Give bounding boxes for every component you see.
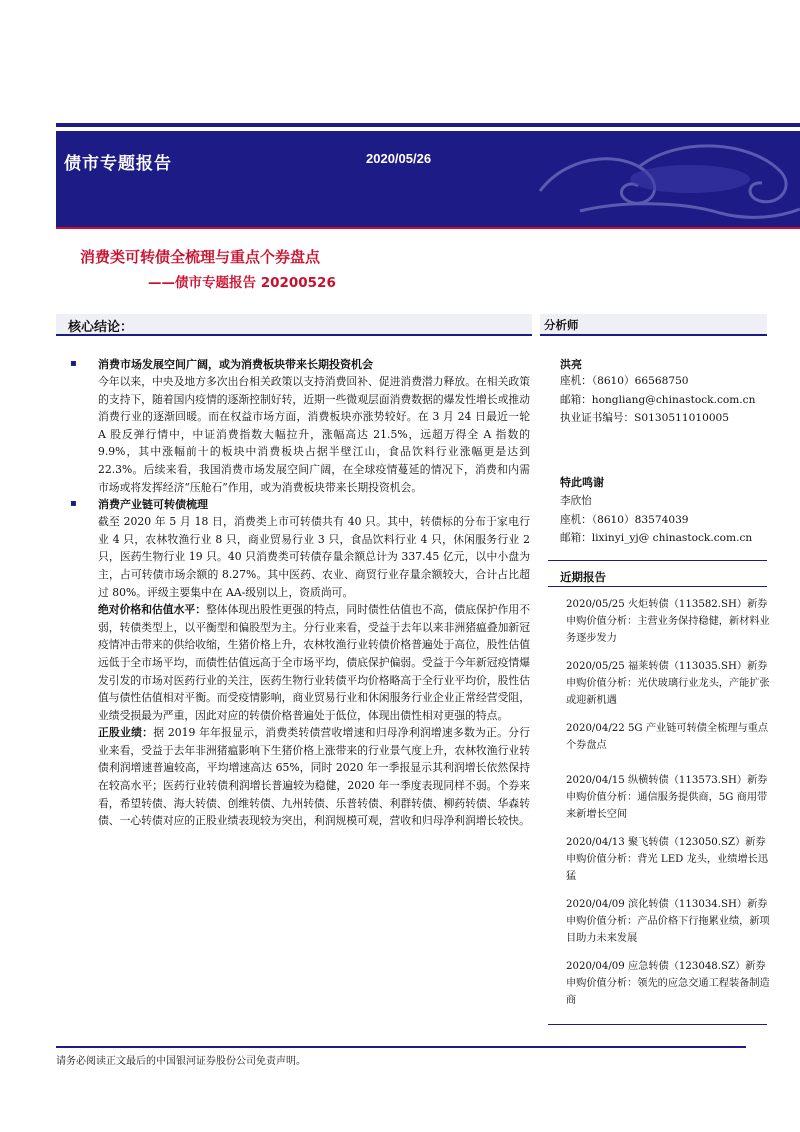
recent-label: 近期报告 xyxy=(560,570,606,584)
recent-top-rule xyxy=(548,560,767,561)
report-type: 债市专题报告 xyxy=(64,154,172,174)
section-heading: 消费产业链可转债梳理 xyxy=(98,498,208,512)
recent-reports-list xyxy=(566,596,772,1008)
analyst-section-bar xyxy=(540,314,767,336)
valuation-head: 绝对价格和估值水平： xyxy=(98,603,206,617)
assistant-phone: 座机：（8610）83574039 xyxy=(560,513,689,526)
section-body: 今年以来，中央及地方多次出台相关政策以支持消费回补、促进消费潜力释放。在相关政策的支持下，随着国内疫情的逐渐控制好转，近期一些微观层面消费数据的爆发性增长或推动消费行业的逐渐回暖。而在权益市场方面，消费板块亦涨势较好。在 3 月 24 日最近一轮 A 股反弹行情中，中证消费指数大幅拉升，涨幅高达 21.5%，远超万得全 A 指数的 9.9%，其中涨幅前十的板块中消费板块占据半壁江山，食品饮料行业涨幅更是达到 22.3%。后续来看，我国消费市场发展空间广阔，在全球疫情蔓延的情况下，消费和内需市场或将发挥经济“压舱石”作用，或为消费板块带来长期投资机会。 xyxy=(98,375,530,494)
section-consumption-market xyxy=(70,356,530,496)
recent-report-item[interactable]: 2020/05/25 福莱转债（113035.SH）新券申购价值分析：光伏玻璃行业龙头，产能扩张或迎新机遇 xyxy=(566,661,770,706)
recent-report-item[interactable]: 2020/04/13 聚飞转债（123050.SZ）新券申购价值分析：背光 LED 龙头，业绩增长迅猛 xyxy=(566,837,769,882)
header-top-rule xyxy=(56,123,800,127)
cloud-swirl-icon xyxy=(520,131,800,227)
analyst-card xyxy=(560,356,770,428)
valuation-paragraph xyxy=(98,601,530,724)
recent-bottom-rule xyxy=(548,586,767,587)
recent-report-item[interactable]: 2020/05/25 火炬转债（113582.SH）新券申购价值分析：主营业务保持稳健，新材料业务逐步发力 xyxy=(566,599,770,644)
footer-disclaimer: 请务必阅读正文最后的中国银河证券股份公司免责声明。 xyxy=(56,1056,306,1067)
analyst-name: 洪亮 xyxy=(560,358,582,371)
core-content xyxy=(70,356,530,830)
page-title: 消费类可转债全梳理与重点个券盘点 xyxy=(80,248,321,266)
report-date: 2020/05/26 xyxy=(366,151,432,166)
analyst-label: 分析师 xyxy=(544,318,579,332)
core-section-bar xyxy=(56,314,532,336)
assistant-name: 李欣怡 xyxy=(560,495,592,507)
earnings-body: 据 2019 年年报显示，消费类转债营收增速和归母净利润增速多数为正。分行业来看，受益于去年非洲猪瘟影响下生猪价格上涨带来的行业景气度上升，农林牧渔行业转债利润增速普遍较高，平均增速高达 65%，同时 2020 年一季报显示其利润增长依然保持在较高水平；医药行业转债利润增长普遍较为稳健，2020 年一季度表现同样不弱。个券来看，希望转债、海大转债、创维转债、九州转债、乐普转债、利群转债、柳药转债、华森转债、一心转债对应的正股业绩表现较为突出，利润规模可观，营收和归母净利润增长较快。 xyxy=(98,726,531,828)
valuation-body: 整体体现出股性更强的特点，同时债性估值也不高，债底保护作用不弱，转债类型上，以平衡型和偏股型为主。分行业来看，受益于去年以来非洲猪瘟叠加新冠疫情冲击带来的供给收缩，生猪价格上升，农林牧渔行业转债价格普遍处于高位，股性估值远低于全市场平均，而债性估值远高于全市场平均，债底保护偏弱。受益于今年新冠疫情爆发引发的市场对医药行业的关注，医药生物行业转债平均价格略高于全行业平均价，股性估值与债性估值相对平衡。而受疫情影响，商业贸易行业和休闲服务行业企业正常经营受阻，业绩受损最为严重，因此对应的转债价格普遍处于低位，体现出债性相对更强的特点。 xyxy=(98,603,530,722)
analyst-email[interactable]: 邮箱：hongliang@chinastock.com.cn xyxy=(560,393,756,406)
recent-report-item[interactable]: 2020/04/22 5G 产业链可转债全梳理与重点个券盘点 xyxy=(566,723,769,751)
thanks-label: 特此鸣谢 xyxy=(560,476,604,489)
section-body: 截至 2020 年 5 月 18 日，消费类上市可转债共有 40 只。其中，转债标的分布于家电行业 4 只，农林牧渔行业 8 只，商业贸易行业 3 只，食品饮料行业 4 只，休闲服务行业 2 只，医药生物行业 19 只。40 只消费类可转债存量余额总计为 337.45 亿元，以中小盘为主，占可转债市场余额的 8.27%。其中医药、农业、商贸行业存量余额较大，合计占比超过 80%。评级主要集中在 AA-级别以上，资质尚可。 xyxy=(98,515,530,599)
assistant-email[interactable]: 邮箱：lixinyi_yj@ chinastock.com.cn xyxy=(560,532,753,544)
recent-report-item[interactable]: 2020/04/15 纵横转债（113573.SH）新券申购价值分析：通信服务提供商，5G 商用带来新增长空间 xyxy=(566,775,768,820)
analyst-cert: 执业证书编号：S0130511010005 xyxy=(560,412,730,424)
core-label: 核心结论： xyxy=(68,320,134,335)
analyst-phone: 座机：（8610）66568750 xyxy=(560,375,689,387)
header-banner xyxy=(56,131,800,227)
section-heading: 消费市场发展空间广阔，或为消费板块带来长期投资机会 xyxy=(98,358,373,371)
sidebar-end-rule xyxy=(548,1024,767,1025)
page-subtitle: ——债市专题报告 20200526 xyxy=(148,275,336,291)
recent-report-item[interactable]: 2020/04/09 应急转债（123048.SZ）新券申购价值分析：领先的应急交通工程装备制造商 xyxy=(566,961,770,1006)
bullet-icon: ▪ xyxy=(70,358,77,369)
section-industry-chain xyxy=(70,496,530,830)
earnings-head: 正股业绩： xyxy=(98,726,154,740)
footer-rule xyxy=(56,1046,746,1048)
bullet-icon: ▪ xyxy=(70,498,77,510)
header-red-rule xyxy=(56,227,800,229)
thanks-card xyxy=(560,474,770,548)
earnings-paragraph xyxy=(98,724,530,830)
recent-report-item[interactable]: 2020/04/09 滨化转债（113034.SH）新券申购价值分析：产品价格下行拖累业绩，新项目助力未来发展 xyxy=(566,899,770,944)
